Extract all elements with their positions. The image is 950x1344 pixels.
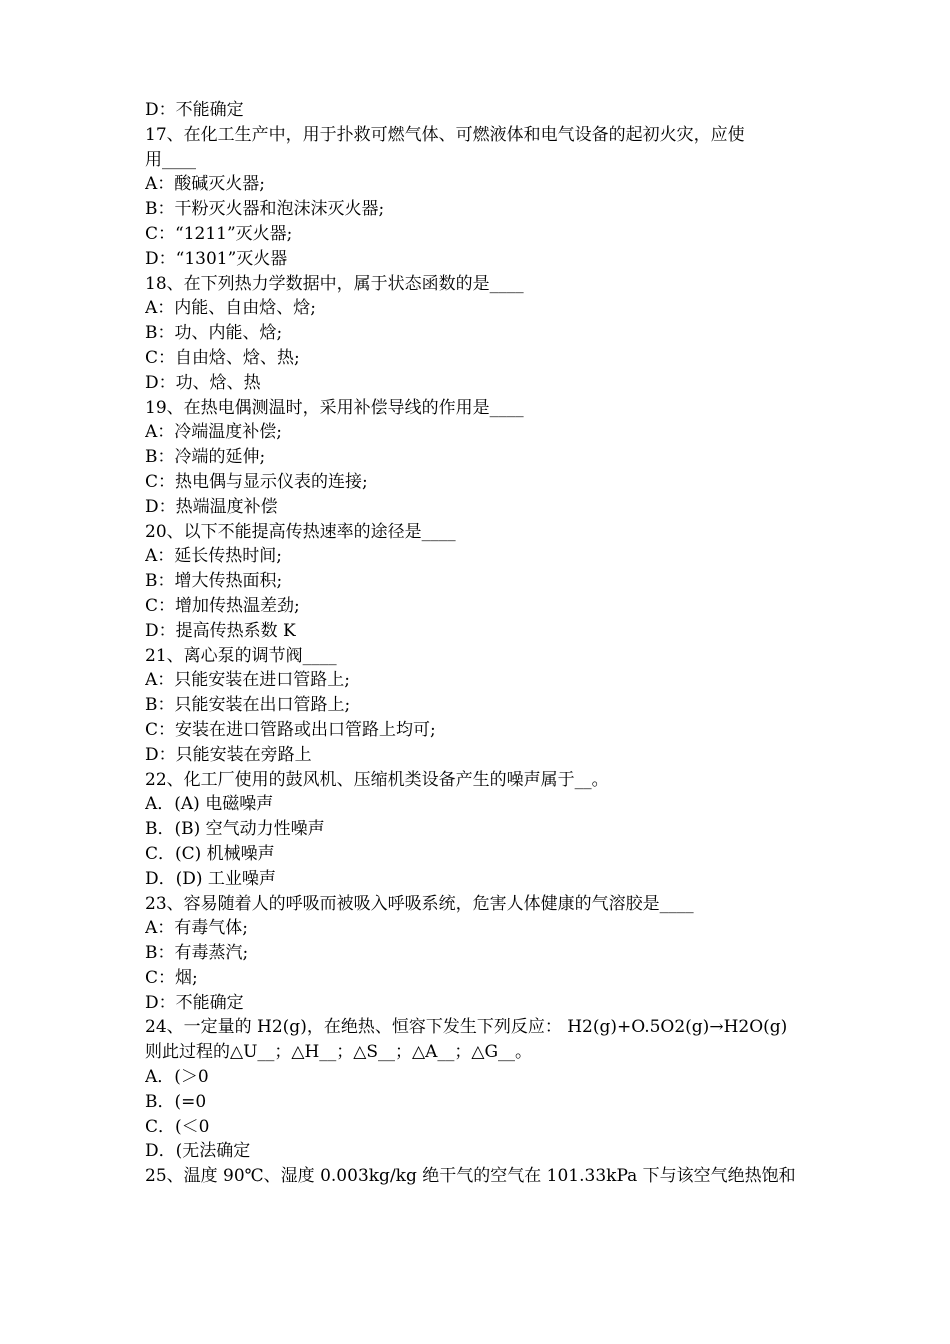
- answer-option: A：内能、自由焓、焓;: [145, 298, 317, 319]
- question-24: 24、一定量的 H2(g)，在绝热、恒容下发生下列反应： H2(g)+O.5O2(g)→H2O(g): [145, 1017, 788, 1038]
- answer-option: C：安装在进口管路或出口管路上均可;: [145, 719, 436, 740]
- question-20: 20、以下不能提高传热速率的途径是____: [145, 521, 456, 542]
- answer-option: D．(无法确定: [145, 1141, 251, 1162]
- question-23: 23、容易随着人的呼吸而被吸入呼吸系统，危害人体健康的气溶胶是____: [145, 893, 694, 914]
- question-21: 21、离心泵的调节阀____: [145, 645, 337, 666]
- answer-option: B：有毒蒸汽;: [145, 943, 249, 964]
- question-18: 18、在下列热力学数据中，属于状态函数的是____: [145, 273, 524, 294]
- answer-option: D．(D) 工业噪声: [145, 868, 276, 889]
- answer-option: B：冷端的延伸;: [145, 447, 266, 468]
- answer-option: C：“1211”灭火器;: [145, 223, 293, 244]
- question-25: 25、温度 90℃、湿度 0.003kg/kg 绝干气的空气在 101.33kPa 下与该空气绝热饱和: [145, 1166, 796, 1187]
- question-22: 22、化工厂使用的鼓风机、压缩机类设备产生的噪声属于__。: [145, 769, 609, 790]
- answer-option: C．(＜0: [145, 1116, 210, 1137]
- question-19: 19、在热电偶测温时，采用补偿导线的作用是____: [145, 397, 524, 418]
- question-17-continued: 用____: [145, 149, 196, 170]
- answer-option: B：只能安装在出口管路上;: [145, 695, 351, 716]
- answer-option: D：只能安装在旁路上: [145, 744, 312, 765]
- document-page: [145, 98, 825, 1189]
- answer-option: C：热电偶与显示仪表的连接;: [145, 471, 368, 492]
- answer-option: D：提高传热系数 K: [145, 620, 296, 641]
- answer-option: A：有毒气体;: [145, 918, 249, 939]
- answer-option: A：只能安装在进口管路上;: [145, 670, 351, 691]
- answer-option: D：不能确定: [145, 100, 244, 120]
- answer-option: B：功、内能、焓;: [145, 323, 283, 344]
- answer-option: A：酸碱灭火器;: [145, 174, 266, 195]
- answer-option: B：干粉灭火器和泡沫沫灭火器;: [145, 199, 385, 220]
- question-17: 17、在化工生产中，用于扑救可燃气体、可燃液体和电气设备的起初火灾，应使: [145, 124, 745, 145]
- answer-option: B．(=0: [145, 1091, 207, 1112]
- answer-option: C：增加传热温差劲;: [145, 595, 300, 616]
- answer-option: D：功、焓、热: [145, 372, 261, 393]
- answer-option: A：冷端温度补偿;: [145, 422, 283, 443]
- answer-option: A：延长传热时间;: [145, 546, 283, 567]
- question-24-continued: 则此过程的△U__；△H__；△S__；△A__；△G__。: [145, 1042, 533, 1063]
- answer-option: C：自由焓、焓、热;: [145, 347, 300, 368]
- answer-option: D：热端温度补偿: [145, 496, 278, 517]
- answer-option: D：“1301”灭火器: [145, 248, 288, 269]
- answer-option: C．(C) 机械噪声: [145, 843, 275, 864]
- answer-option: A．(A) 电磁噪声: [145, 794, 274, 815]
- answer-option: A．(＞0: [145, 1067, 209, 1088]
- answer-option: B．(B) 空气动力性噪声: [145, 819, 325, 840]
- answer-option: D：不能确定: [145, 992, 244, 1013]
- answer-option: C：烟;: [145, 967, 198, 988]
- answer-option: B：增大传热面积;: [145, 571, 283, 592]
